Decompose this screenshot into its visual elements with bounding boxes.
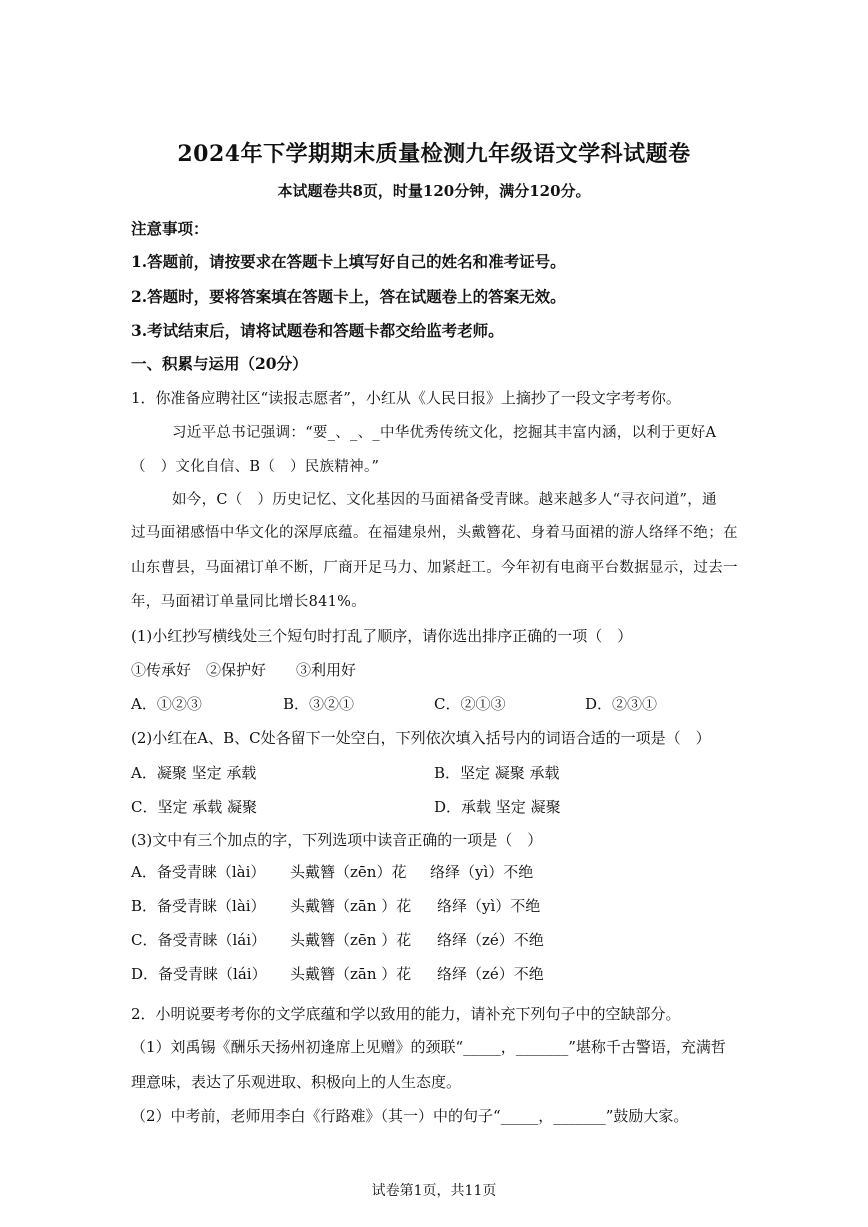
q1-sub3-option-c-3: 络绎（zé）不绝: [437, 931, 544, 949]
q1-sub3-option-b-1: B．备受青睐（lài）: [131, 897, 266, 915]
q1-sub3-option-c-2: 头戴簪（zēn ）花: [290, 931, 412, 949]
q1-sub3-option-a-3: 络绎（yì）不绝: [430, 863, 534, 881]
notice-heading: 注意事项：: [131, 219, 209, 238]
q1-sub3-option-a-1: A．备受青睐（lài）: [131, 863, 266, 881]
q1-sub1-option-a: A．①②③: [131, 695, 202, 713]
q1-sub3-option-d-1: D．备受青睐（lái）: [131, 965, 267, 983]
passage-line-2: （ ）文化自信、B（ ）民族精神。”: [131, 459, 380, 475]
q1-sub1-stem: (1)小红抄写横线处三个短句时打乱了顺序，请你选出排序正确的一项（ ）: [131, 627, 633, 645]
exam-subtitle: 本试题卷共8页，时量120分钟，满分120分。: [277, 182, 591, 200]
q1-sub3-option-b-2: 头戴簪（zān ）花: [290, 897, 412, 915]
q1-sub1-option-b: B．③②①: [283, 695, 355, 713]
q2-sub2: （2）中考前，老师用李白《行路难》（其一）中的句子“_____，_______”鼓励大家。: [131, 1107, 689, 1125]
q1-stem: 1．你准备应聘社区“读报志愿者”，小红从《人民日报》上摘抄了一段文字考考你。: [131, 389, 681, 407]
section-heading: 一、积累与运用（20分）: [131, 354, 308, 373]
q2-sub1-line-2: 理意味，表达了乐观进取、积极向上的人生态度。: [131, 1073, 462, 1091]
q1-sub3-stem: (3)文中有三个加点的字，下列选项中读音正确的一项是（ ）: [131, 831, 543, 849]
q1-sub1-phrases: ①传承好 ②保护好 ③利用好: [131, 661, 357, 679]
page-footer: 试卷第1页，共11页: [371, 1183, 497, 1199]
exam-title: 2024年下学期期末质量检测九年级语文学科试题卷: [177, 141, 691, 167]
q1-sub2-option-b: B．坚定 凝聚 承载: [434, 764, 560, 782]
q1-sub1-option-c: C．②①③: [434, 695, 506, 713]
q1-sub3-option-c-1: C．备受青睐（lái）: [131, 931, 267, 949]
q1-sub3-option-a-2: 头戴簪（zēn）花: [290, 863, 407, 881]
passage-line-4: 过马面裙感悟中华文化的深厚底蕴。在福建泉州，头戴簪花、身着马面裙的游人络绎不绝；在: [131, 525, 738, 541]
notice-item-1: 1.答题前，请按要求在答题卡上填写好自己的姓名和准考证号。: [131, 252, 566, 271]
passage-line-3: 如今，C（ ）历史记忆、文化基因的马面裙备受青睐。越来越多人“寻衣问道”，通: [172, 492, 717, 508]
q2-stem: 2．小明说要考考你的文学底蕴和学以致用的能力，请补充下列句子中的空缺部分。: [131, 1005, 681, 1023]
q1-sub2-option-a: A．凝聚 坚定 承载: [131, 764, 257, 782]
q1-sub2-stem: (2)小红在A、B、C处各留下一处空白，下列依次填入括号内的词语合适的一项是（ ）: [131, 729, 711, 747]
q1-sub3-option-b-3: 络绎（yì）不绝: [437, 897, 541, 915]
q1-sub1-option-d: D．②③①: [585, 695, 658, 713]
passage-line-5: 山东曹县，马面裙订单不断，厂商开足马力、加紧赶工。今年初有电商平台数据显示，过去一: [131, 560, 738, 576]
q1-sub2-option-d: D．承载 坚定 凝聚: [434, 798, 561, 816]
q1-sub2-option-c: C．坚定 承载 凝聚: [131, 798, 258, 816]
q1-sub3-option-d-3: 络绎（zé）不绝: [437, 965, 544, 983]
passage-line-1: 习近平总书记强调：“要_、_、_中华优秀传统文化，挖掘其丰富内涵，以利于更好A: [172, 425, 717, 441]
passage-line-6: 年，马面裙订单量同比增长841%。: [131, 594, 367, 610]
notice-item-2: 2.答题时，要将答案填在答题卡上，答在试题卷上的答案无效。: [131, 287, 566, 306]
q1-sub3-option-d-2: 头戴簪（zān ）花: [290, 965, 412, 983]
q2-sub1-line-1: （1）刘禹锡《酬乐天扬州初逢席上见赠》的颈联“_____，_______”堪称千古警语，充满哲: [131, 1038, 726, 1056]
notice-item-3: 3.考试结束后，请将试题卷和答题卡都交给监考老师。: [131, 321, 504, 340]
